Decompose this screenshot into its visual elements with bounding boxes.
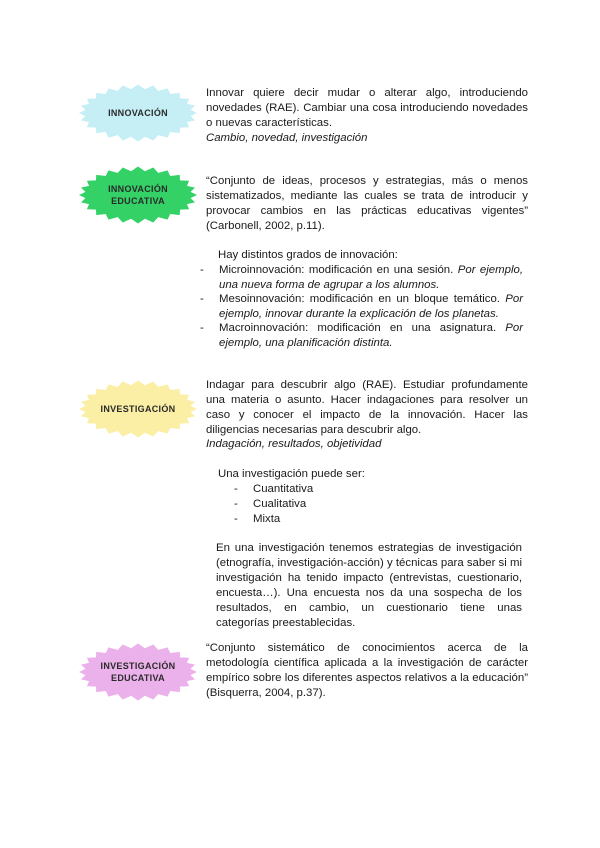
type-text: Cualitativa xyxy=(253,498,307,510)
grade-text: Microinnovación: modificación en una sesión. xyxy=(219,264,454,276)
type-text: Mixta xyxy=(253,513,281,525)
investigacion-badge-label: INVESTIGACIÓN xyxy=(100,404,176,414)
type-item xyxy=(234,482,434,497)
type-item xyxy=(234,512,434,527)
innovacion-badge-label: INNOVACIÓN xyxy=(108,108,168,118)
grades-intro: Hay distintos grados de innovación: xyxy=(218,249,398,261)
type-item xyxy=(234,497,434,512)
type-text: Cuantitativa xyxy=(253,483,314,495)
investigacion-badge xyxy=(78,380,198,438)
investigacion-definition: Indagar para descubrir algo (RAE). Estudiar profundamente una materia o asunto. Hacer indagaciones para resolver un caso y conocer el impacto de la innovación. Hacer las diligencias necesarias para descubrir algo. xyxy=(206,379,528,436)
innovacion-educativa-quote: “Conjunto de ideas, procesos y estrategias, más o menos sistematizados, mediante las cuales se trata de introducir y provocar cambios en las prácticas educativas vigentes” (Carbonell, 2002, p.11). xyxy=(206,175,528,232)
grade-item xyxy=(200,321,523,351)
bullet-dash: - xyxy=(200,293,204,305)
investigacion-educativa-badge xyxy=(78,643,198,701)
grade-item xyxy=(200,263,523,293)
investigacion-strategies: En una investigación tenemos estrategias de investigación (etnografía, investigación-acción) y técnicas para saber si mi investigación ha tenido impacto (entrevistas, cuestionario, encuesta…). Una encuesta nos da una sospecha de los resultados, en cambio, un cuestionario tiene unas categorías preestablecidas. xyxy=(216,542,522,629)
investigacion-keywords: Indagación, resultados, objetividad xyxy=(206,438,382,450)
innovacion-educativa-badge xyxy=(78,166,198,224)
innovacion-educativa-badge-label: INNOVACIÓN EDUCATIVA xyxy=(108,184,168,206)
grade-item xyxy=(200,292,523,322)
grade-text: Macroinnovación: modificación en una asignatura. xyxy=(219,322,497,334)
types-intro: Una investigación puede ser: xyxy=(218,468,365,480)
bullet-dash: - xyxy=(234,483,238,495)
grade-example: Por ejemplo, innovar durante la explicación de los planetas. xyxy=(219,293,524,320)
bullet-dash: - xyxy=(234,498,238,510)
bullet-dash: - xyxy=(200,322,204,334)
innovacion-badge xyxy=(78,84,198,142)
bullet-dash: - xyxy=(200,264,204,276)
investigacion-educativa-badge-label: INVESTIGACIÓN EDUCATIVA xyxy=(100,661,176,683)
innovacion-keywords: Cambio, novedad, investigación xyxy=(206,132,368,144)
grade-text: Mesoinnovación: modificación en un bloque temático. xyxy=(219,293,500,305)
grade-example: Por ejemplo, una planificación distinta. xyxy=(219,322,523,349)
investigacion-educativa-quote: “Conjunto sistemático de conocimientos acerca de la metodología científica aplicada a la investigación de carácter empírico sobre los diferentes aspectos relativos a la educación” (Bisquerra, 2004, p.37). xyxy=(206,642,528,699)
innovacion-definition: Innovar quiere decir mudar o alterar algo, introduciendo novedades (RAE). Cambiar una cosa introduciendo novedades o nuevas características. xyxy=(206,87,528,129)
grade-example: Por ejemplo, una nueva forma de agrupar a los alumnos. xyxy=(219,264,523,291)
bullet-dash: - xyxy=(234,513,238,525)
